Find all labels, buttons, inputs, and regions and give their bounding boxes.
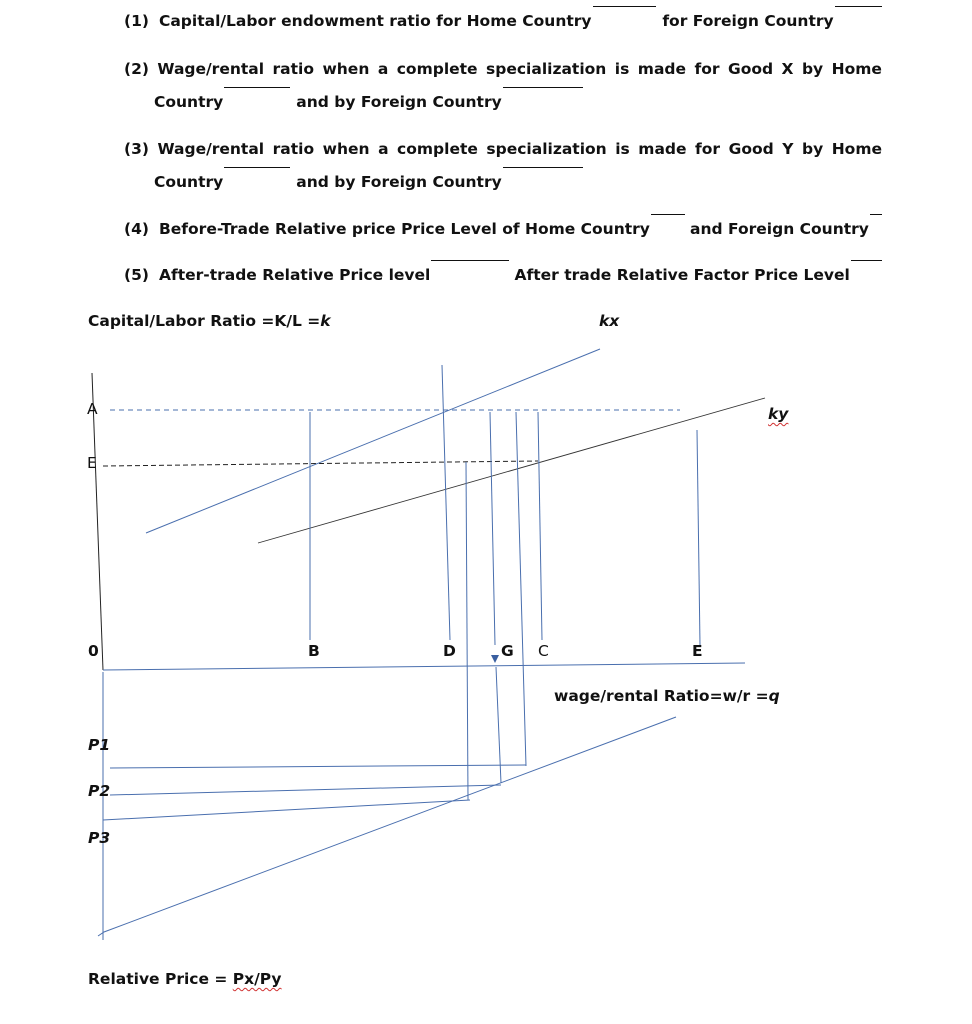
question-word: is xyxy=(614,60,630,78)
question-word: when xyxy=(322,140,370,158)
ky-curve xyxy=(258,398,765,543)
price-line-p3 xyxy=(103,800,470,820)
vertical-e xyxy=(697,430,700,645)
origin-label: 0 xyxy=(88,642,99,660)
relative-price-label: Relative Price = Px/Py xyxy=(88,970,282,988)
price-level-p2: P2 xyxy=(88,782,111,800)
question-number: (4) xyxy=(124,220,149,238)
question-text: After trade Relative Factor Price Level xyxy=(514,266,850,284)
question-word: a xyxy=(377,60,389,78)
x-point-b: B xyxy=(308,642,320,660)
question-word: for xyxy=(694,60,720,78)
question-word: ratio xyxy=(272,140,315,158)
price-level-p1: P1 xyxy=(88,736,111,754)
vertical-517 xyxy=(516,412,526,766)
question-word: Good xyxy=(727,60,774,78)
question-word: Wage/rental xyxy=(157,60,265,78)
x-axis-label: wage/rental Ratio=w/r =q xyxy=(554,687,780,705)
x-point-e: E xyxy=(692,642,703,660)
x-point-g: G xyxy=(501,642,514,660)
vertical-c xyxy=(538,412,542,640)
price-curve xyxy=(98,717,676,936)
x-point-d: D xyxy=(443,642,456,660)
question-text: Country xyxy=(154,93,224,111)
question-number: (1) xyxy=(124,12,149,30)
question-word: complete xyxy=(396,60,478,78)
question-text: and by Foreign Country xyxy=(296,173,502,191)
question-text: After-trade Relative Price level xyxy=(158,266,431,284)
question-text: and by Foreign Country xyxy=(296,93,502,111)
kx-curve xyxy=(146,349,600,533)
question-word: made xyxy=(638,140,687,158)
x-point-c: C xyxy=(538,642,549,660)
question-word: by xyxy=(801,140,824,158)
price-line-p2 xyxy=(110,785,501,795)
question-word: Wage/rental xyxy=(157,140,265,158)
question-text: for Foreign Country xyxy=(662,12,834,30)
question-text: Capital/Labor endowment ratio for Home Country xyxy=(158,12,592,30)
question-word: specialization xyxy=(486,60,607,78)
question-word: complete xyxy=(397,140,478,158)
arrow-down-icon xyxy=(491,655,499,663)
y-point-e: E xyxy=(87,454,97,472)
question-word: by xyxy=(801,60,824,78)
question-word: ratio xyxy=(272,60,314,78)
question-word: Good xyxy=(728,140,774,158)
question-number: (3) xyxy=(124,140,149,158)
question-word: a xyxy=(378,140,389,158)
y-point-a: A xyxy=(87,400,98,418)
question-number: (5) xyxy=(124,266,149,284)
question-text: and Foreign Country xyxy=(690,220,869,238)
question-word: is xyxy=(615,140,630,158)
ky-label: ky xyxy=(768,405,789,423)
y-axis-label: Capital/Labor Ratio =K/L =k xyxy=(88,312,331,330)
question-word: when xyxy=(322,60,370,78)
question-number: (2) xyxy=(124,60,149,78)
price-level-p3: P3 xyxy=(88,829,111,847)
question-word: X xyxy=(781,60,794,78)
question-text: Before-Trade Relative price Price Level of Home Country xyxy=(158,220,650,238)
question-word: for xyxy=(695,140,721,158)
price-line-p1 xyxy=(110,765,526,768)
question-word: Y xyxy=(782,140,794,158)
question-word: made xyxy=(637,60,687,78)
vertical-g xyxy=(490,412,495,645)
question-word: specialization xyxy=(486,140,607,158)
kx-label: kx xyxy=(599,312,620,330)
question-text: Country xyxy=(154,173,224,191)
vertical-d xyxy=(442,365,450,640)
question-word: Home xyxy=(831,140,882,158)
x-axis xyxy=(103,663,745,670)
question-word: Home xyxy=(831,60,882,78)
vertical-466 xyxy=(466,462,468,800)
